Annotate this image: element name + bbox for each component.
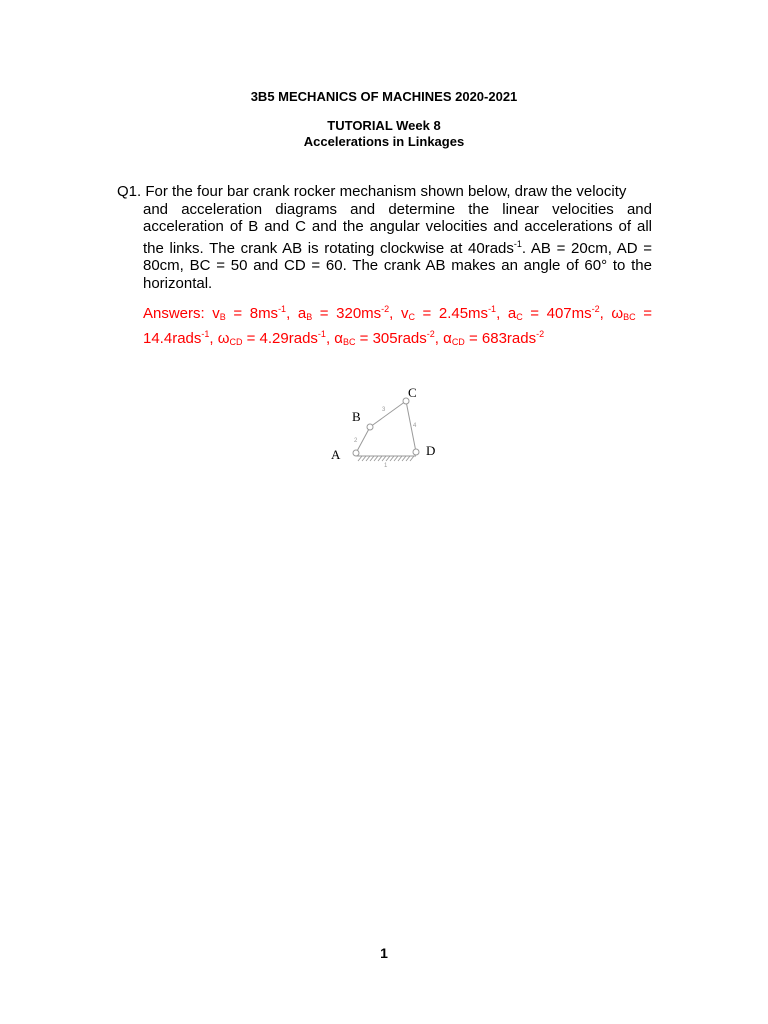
- question-line: 80cm, BC = 50 and CD = 60. The crank AB makes an angle of 60° to the: [143, 257, 652, 275]
- superscript: -1: [513, 238, 522, 249]
- value: = 683rads: [464, 330, 537, 347]
- label-b: B: [352, 409, 361, 424]
- label-a: A: [331, 447, 341, 462]
- separator: ,: [599, 305, 612, 322]
- subscript: CD: [451, 337, 465, 347]
- tutorial-subtitle: Accelerations in Linkages: [303, 134, 465, 149]
- superscript: -2: [591, 304, 600, 314]
- question-text: . AB = 20cm, AD =: [521, 239, 652, 257]
- linkage-bars: [356, 401, 416, 453]
- answer-ac: [508, 305, 600, 322]
- answers-label: Answers:: [143, 305, 213, 322]
- point-labels: [331, 385, 435, 462]
- symbol: ω: [217, 330, 230, 347]
- answer-albc: [334, 330, 435, 347]
- page-number: 1: [380, 945, 388, 961]
- ground-hatching: [356, 456, 416, 461]
- answers-line: [143, 326, 652, 351]
- subscript: C: [516, 312, 523, 322]
- value: = 8ms: [225, 305, 279, 322]
- answer-alcd: [443, 330, 544, 347]
- four-bar-mechanism-figure: [270, 363, 470, 473]
- value: = 4.29rads: [242, 330, 318, 347]
- superscript: -2: [426, 329, 435, 339]
- joint-d: [413, 449, 419, 455]
- value: = 407ms: [522, 305, 592, 322]
- superscript: -1: [278, 304, 287, 314]
- value: =: [635, 305, 652, 322]
- separator: ,: [389, 305, 401, 322]
- question-text: the links. The crank AB is rotating clockwise at 40rads: [143, 239, 514, 257]
- link-label-ground: 1: [384, 463, 388, 469]
- subscript: CD: [229, 337, 243, 347]
- joint-a: [353, 450, 359, 456]
- separator: ,: [286, 305, 298, 322]
- answer-wcd: [218, 330, 326, 347]
- question-line: horizontal.: [143, 274, 213, 292]
- answer-ab: [298, 305, 389, 322]
- question-line: Q1. For the four bar crank rocker mechanism shown below, draw the velocity: [117, 183, 627, 200]
- superscript: -1: [317, 329, 326, 339]
- link-label-coupler: 3: [382, 407, 386, 413]
- separator: ,: [434, 330, 444, 347]
- link-label-rocker: 4: [413, 423, 417, 429]
- question-line: acceleration of B and C and the angular velocities and accelerations of all: [143, 218, 652, 236]
- question-q1: [117, 183, 652, 293]
- course-title: 3B5 MECHANICS OF MACHINES 2020-2021: [250, 89, 518, 104]
- subscript: B: [219, 312, 226, 322]
- separator: ,: [325, 330, 335, 347]
- crank-ab: [356, 427, 370, 453]
- symbol: a: [297, 305, 307, 322]
- value: 14.4rads: [143, 330, 202, 347]
- subscript: C: [408, 312, 415, 322]
- symbol: v: [212, 305, 220, 322]
- answer-vc: [401, 305, 496, 322]
- superscript: -2: [381, 304, 390, 314]
- label-c: C: [408, 385, 417, 400]
- subscript: BC: [342, 337, 356, 347]
- symbol: ω: [611, 305, 624, 322]
- symbol: a: [507, 305, 517, 322]
- answer-vb: [212, 305, 286, 322]
- answer-wbc-head: [611, 305, 652, 322]
- question-line: [117, 236, 652, 258]
- symbol: α: [443, 330, 452, 347]
- value: = 320ms: [312, 305, 382, 322]
- pivot-joints: [353, 398, 419, 456]
- symbol: v: [400, 305, 409, 322]
- answer-wbc-value: [143, 330, 209, 347]
- question-line: and acceleration diagrams and determine the linear velocities and: [143, 200, 652, 218]
- tutorial-title: TUTORIAL Week 8: [327, 118, 441, 133]
- value: = 305rads: [355, 330, 427, 347]
- coupler-bc: [370, 401, 406, 427]
- answers-block: [143, 301, 652, 351]
- subscript: BC: [623, 312, 636, 322]
- superscript: -2: [536, 329, 545, 339]
- symbol: α: [334, 330, 343, 347]
- subscript: B: [306, 312, 313, 322]
- superscript: -1: [201, 329, 210, 339]
- separator: ,: [209, 330, 218, 347]
- link-label-crank: 2: [354, 438, 358, 444]
- label-d: D: [426, 443, 436, 458]
- superscript: -1: [488, 304, 497, 314]
- joint-b: [367, 424, 373, 430]
- value: = 2.45ms: [414, 305, 489, 322]
- answers-line: [143, 301, 652, 326]
- separator: ,: [496, 305, 508, 322]
